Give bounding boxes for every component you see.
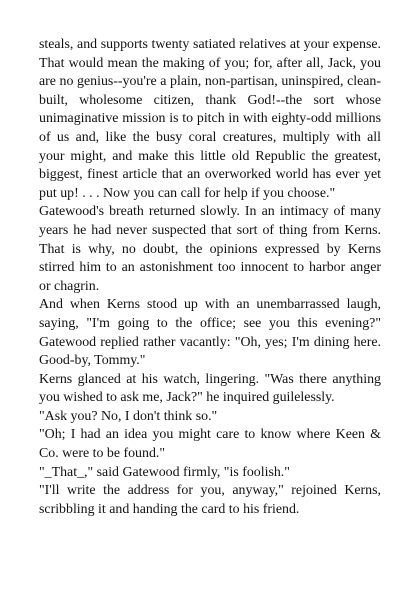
paragraph: "Oh; I had an idea you might care to know where Keen & Co. were to be found." <box>39 427 381 462</box>
paragraph: Kerns glanced at his watch, lingering. "Was there anything you wished to ask me, Jack?" he inquired guilelessly. <box>39 371 381 406</box>
book-page <box>39 36 381 519</box>
paragraph: Gatewood's breath returned slowly. In an intimacy of many years he had never suspected that sort of thing from Kerns. That is why, no doubt, the opinions expressed by Kerns stirred him to an astonishment too innocent to harbor anger or chagrin. <box>39 204 381 294</box>
paragraph: steals, and supports twenty satiated relatives at your expense. That would mean the making of you; for, after all, Jack, you are no genius--you're a plain, non-partisan, uninspired, clean-built, wholesome citizen, thank God!--the sort whose unimaginative mission is to pitch in with eighty-odd millions of us and, like the busy coral creatures, multiply with all your might, and make this little old Republic the greatest, biggest, finest article that an overworked world has ever yet put up! . . . Now you can call for help if you choose." <box>39 37 381 201</box>
paragraph: "Ask you? No, I don't think so." <box>39 408 218 424</box>
paragraph: And when Kerns stood up with an unembarrassed laugh, saying, "I'm going to the office; see you this evening?" Gatewood replied rather vacantly: "Oh, yes; I'm dining here. Good-by, Tommy." <box>39 297 381 369</box>
paragraph: "I'll write the address for you, anyway," rejoined Kerns, scribbling it and handing the card to his friend. <box>39 483 381 517</box>
paragraph: "_That_," said Gatewood firmly, "is foolish." <box>39 464 290 480</box>
